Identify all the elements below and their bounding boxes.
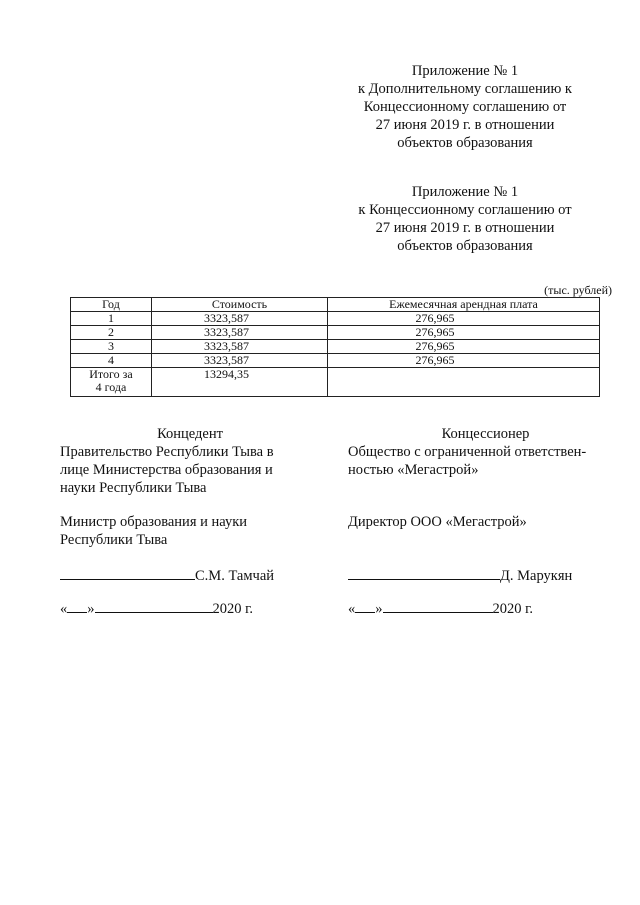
- grantor-date-line: [60, 598, 310, 618]
- cell-cost: 3323,587: [152, 354, 328, 368]
- cell-rent: 276,965: [328, 354, 600, 368]
- header-line: Приложение № 1: [411, 63, 519, 79]
- day-blank: [67, 598, 87, 613]
- header-line: объектов образования: [397, 238, 533, 254]
- grantor-org-line: лице Министерства образования и: [60, 462, 273, 478]
- cell-total-label: [71, 368, 152, 397]
- header-line: Приложение № 1: [411, 184, 519, 200]
- header-line: к Дополнительному соглашению к: [358, 81, 572, 97]
- grantor-signature-line: [60, 565, 310, 585]
- total-label-line1: Итого за: [89, 367, 133, 381]
- concessionaire-signature-line: [348, 565, 613, 585]
- cell-rent: 276,965: [328, 340, 600, 354]
- cell-cost: 3323,587: [152, 340, 328, 354]
- cell-cost: 3323,587: [152, 326, 328, 340]
- month-blank: [383, 598, 493, 613]
- date-year: 2020 г.: [492, 601, 534, 617]
- appendix-header-additional-agreement: [330, 62, 600, 152]
- cost-table: [70, 297, 600, 397]
- concessionaire-role: Концессионер: [441, 426, 530, 442]
- table-row: [71, 326, 600, 340]
- column-header-rent: Ежемесячная арендная плата: [328, 298, 600, 312]
- grantor-position: [60, 513, 310, 549]
- cell-total-rent: [328, 368, 600, 397]
- table-row: [71, 340, 600, 354]
- date-quote-open: «: [348, 601, 356, 617]
- grantor-position-line: Министр образования и науки: [60, 514, 248, 530]
- date-quote-close: »: [375, 601, 383, 617]
- concessionaire-position: [348, 513, 613, 531]
- cell-rent: 276,965: [328, 312, 600, 326]
- cell-total-cost: 13294,35: [152, 368, 328, 397]
- units-label: (тыс. рублей): [544, 283, 612, 297]
- date-quote-close: »: [87, 601, 95, 617]
- header-line: 27 июня 2019 г. в отношении: [375, 220, 555, 236]
- signature-blank: [348, 565, 500, 580]
- total-label-line2: 4 года: [95, 380, 127, 394]
- grantor-role: Концедент: [157, 426, 223, 442]
- column-header-cost: Стоимость: [152, 298, 328, 312]
- signature-blank: [60, 565, 195, 580]
- column-header-year: Год: [71, 298, 152, 312]
- concessionaire-position-line: Директор ООО «Мегастрой»: [348, 514, 527, 530]
- header-line: объектов образования: [397, 135, 533, 151]
- grantor-org-line: Правительство Республики Тыва в: [60, 444, 274, 460]
- table-row: [71, 312, 600, 326]
- day-blank: [355, 598, 375, 613]
- grantor-position-line: Республики Тыва: [60, 532, 168, 548]
- cell-cost: 3323,587: [152, 312, 328, 326]
- cell-year: 3: [71, 340, 152, 354]
- table-row: [71, 354, 600, 368]
- concessionaire-signer-name: Д. Марукян: [500, 568, 573, 584]
- month-blank: [95, 598, 213, 613]
- cell-year: 1: [71, 312, 152, 326]
- concessionaire-org-line: Общество с ограниченной ответствен-: [348, 444, 587, 460]
- table-header-row: [71, 298, 600, 312]
- cell-year: 2: [71, 326, 152, 340]
- header-line: 27 июня 2019 г. в отношении: [375, 117, 555, 133]
- concessionaire-date-line: [348, 598, 613, 618]
- grantor-org-line: науки Республики Тыва: [60, 480, 207, 496]
- grantor-signature-block: [60, 425, 310, 497]
- date-year: 2020 г.: [212, 601, 254, 617]
- appendix-header-concession-agreement: [330, 183, 600, 255]
- date-quote-open: «: [60, 601, 68, 617]
- header-line: Концессионному соглашению от: [363, 99, 567, 115]
- cell-rent: 276,965: [328, 326, 600, 340]
- header-line: к Концессионному соглашению от: [358, 202, 572, 218]
- concessionaire-signature-block: [348, 425, 613, 479]
- grantor-signer-name: С.М. Тамчай: [195, 568, 275, 584]
- table-total-row: [71, 368, 600, 397]
- cell-year: 4: [71, 354, 152, 368]
- concessionaire-org-line: ностью «Мегастрой»: [348, 462, 479, 478]
